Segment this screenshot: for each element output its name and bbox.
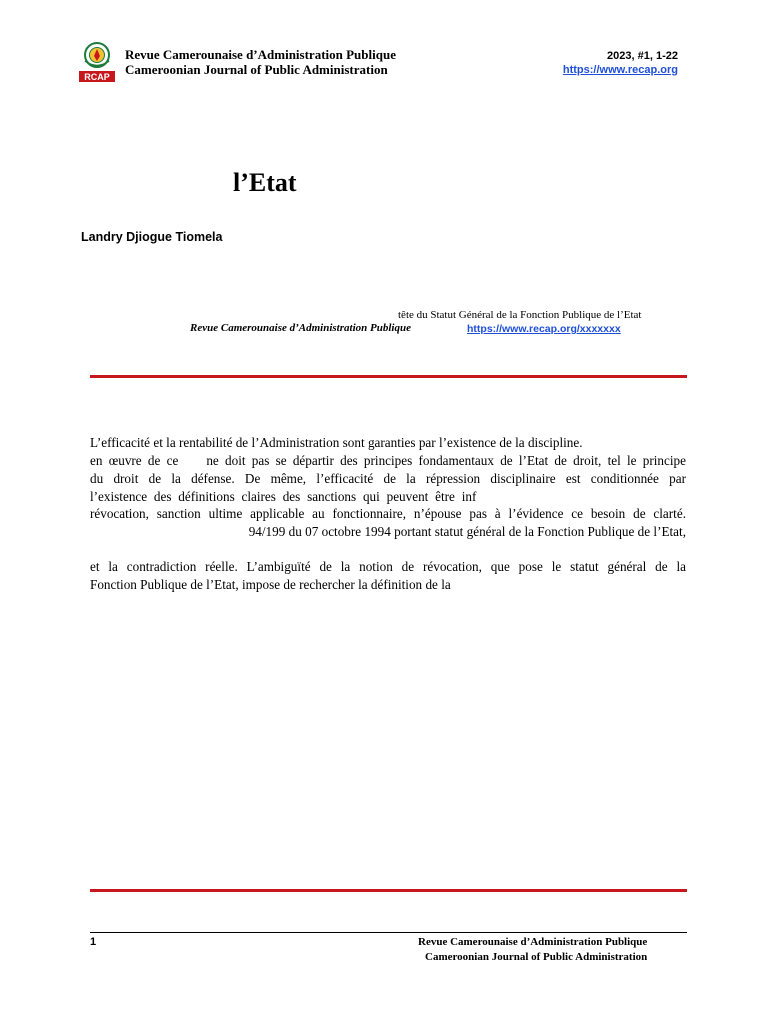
logo-text: RCAP xyxy=(84,72,110,82)
abstract-line: et la contradiction réelle. L’ambiguïté de la notion de révocation, que pose le statut général de la xyxy=(90,559,686,574)
top-divider xyxy=(90,375,687,378)
footer-journal-title-en: Cameroonian Journal of Public Administration xyxy=(425,951,648,963)
journal-emblem-icon xyxy=(78,41,116,83)
abstract-fragment: ne doit pas se départir des principes fondamentaux de l’Etat de droit, tel le principe xyxy=(206,453,686,468)
abstract-line: du droit de la défense. De même, l’efficacité de la répression disciplinaire est conditionnée par xyxy=(90,471,686,486)
header-journal-title-fr: Revue Camerounaise d’Administration Publique xyxy=(125,47,396,62)
citation-doi-link[interactable]: https://www.recap.org/xxxxxxx xyxy=(467,323,621,335)
abstract-line xyxy=(90,452,686,470)
author-name: Landry Djiogue Tiomela xyxy=(81,230,223,244)
abstract-line: Fonction Publique de l’Etat, impose de rechercher la définition de la xyxy=(90,577,451,592)
issue-info: 2023, #1, 1-22 xyxy=(607,50,678,62)
citation-text: tête du Statut Général de la Fonction Publique de l’Etat xyxy=(398,309,642,321)
page-number: 1 xyxy=(90,936,97,948)
abstract-fragment: en œuvre de ce xyxy=(90,453,179,468)
article-title: l’Etat xyxy=(233,168,297,197)
header-journal-title-en: Cameroonian Journal of Public Administration xyxy=(125,62,388,77)
footer-journal-title-fr: Revue Camerounaise d’Administration Publique xyxy=(418,936,648,948)
abstract-line: révocation, sanction ultime applicable au fonctionnaire, n’épouse pas à l’évidence ce besoin de clarté. xyxy=(90,506,686,521)
abstract-line: l’existence des définitions claires des sanctions qui peuvent être inf xyxy=(90,489,477,504)
abstract-line: L’efficacité et la rentabilité de l’Administration sont garanties par l’existence de la discipline. xyxy=(90,435,583,450)
abstract-line: 94/199 du 07 octobre 1994 portant statut général de la Fonction Publique de l’Etat, xyxy=(248,524,686,539)
journal-website-link[interactable]: https://www.recap.org xyxy=(562,64,678,76)
citation-journal: Revue Camerounaise d’Administration Publique xyxy=(190,322,411,334)
footer-divider xyxy=(90,932,687,933)
bottom-divider xyxy=(90,889,687,892)
